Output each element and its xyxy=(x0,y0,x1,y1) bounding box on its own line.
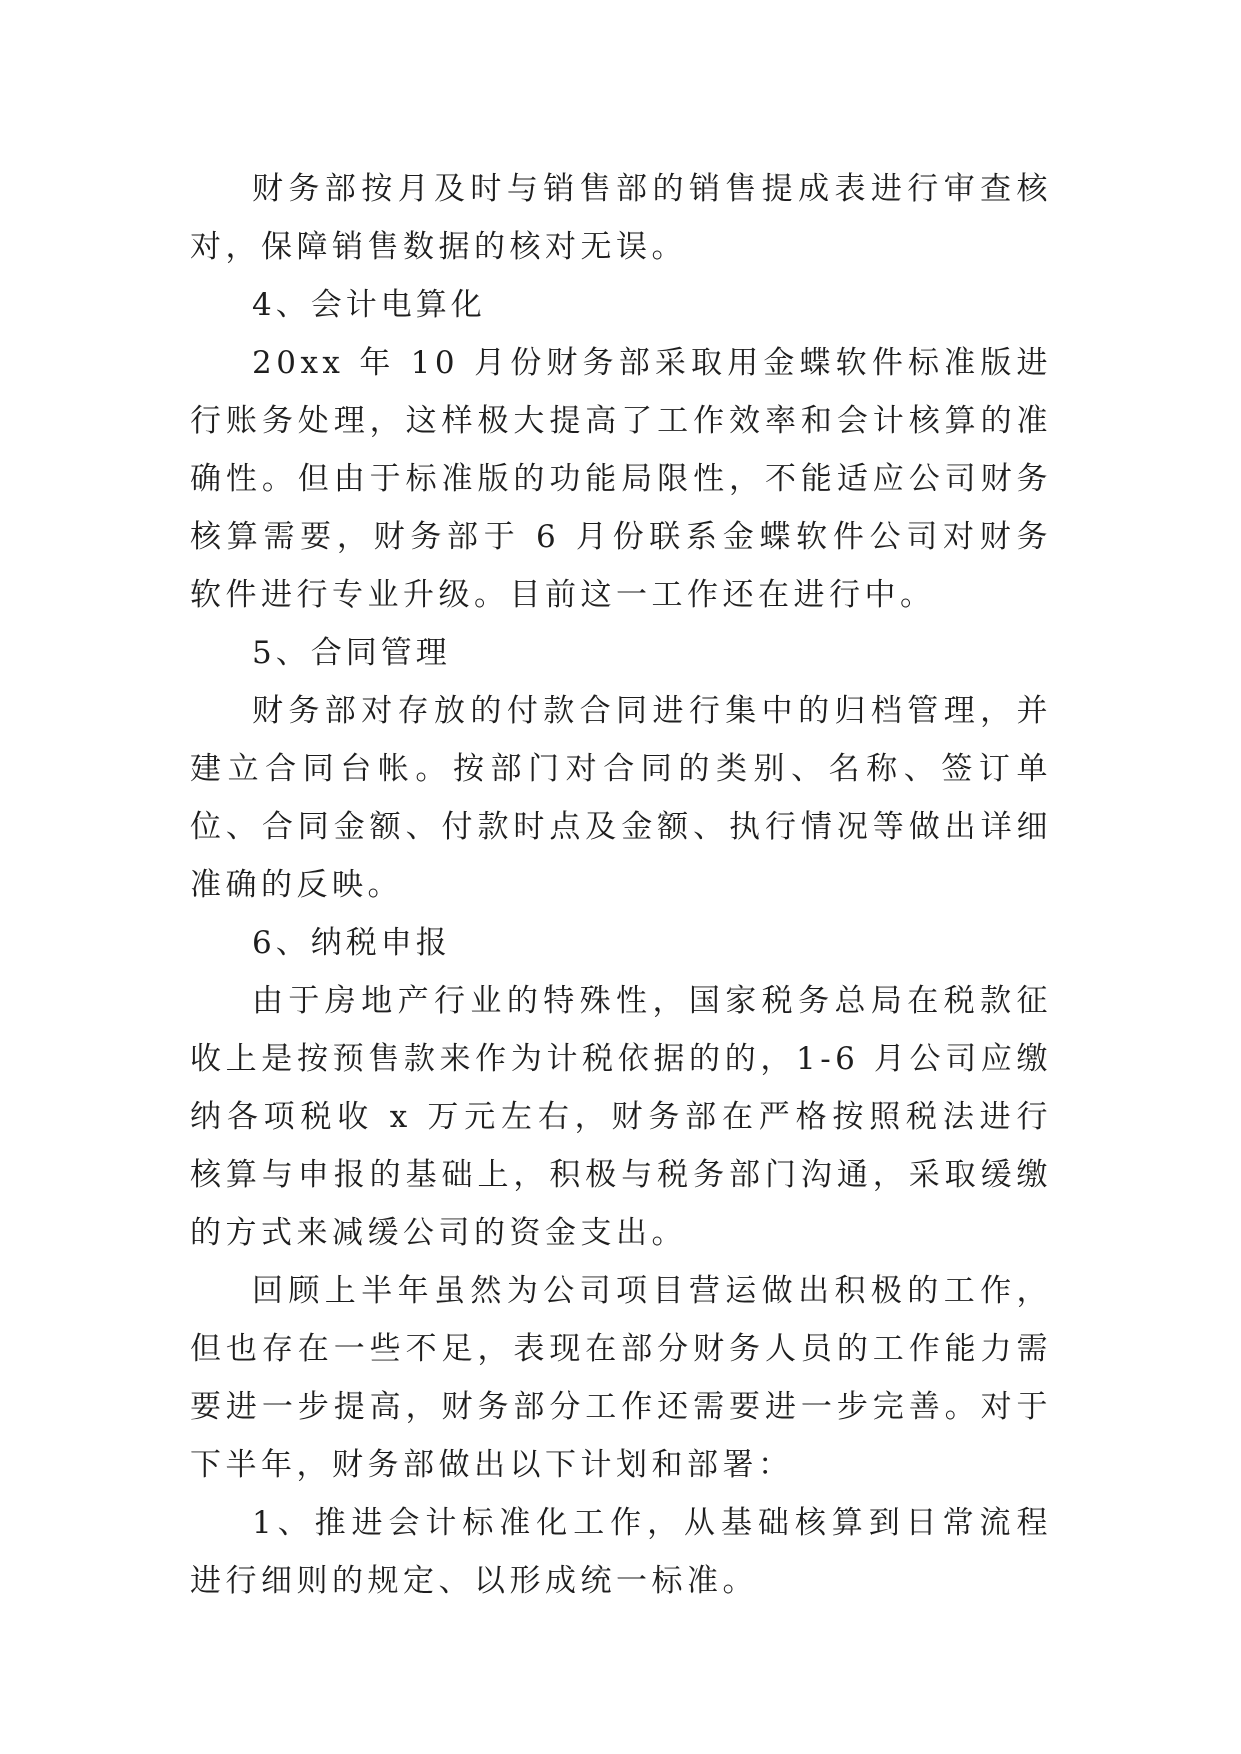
paragraph-review-and-plan: 回顾上半年虽然为公司项目营运做出积极的工作，但也存在一些不足，表现在部分财务人员的工作能力需要进一步提高，财务部分工作还需要进一步完善。对于下半年，财务部做出以下计划和部署： xyxy=(190,1273,1052,1483)
document-body xyxy=(190,160,1052,1610)
paragraph-sales-verification: 财务部按月及时与销售部的销售提成表进行审查核对，保障销售数据的核对无误。 xyxy=(190,171,1052,265)
section-heading-tax-filing: 6、纳税申报 xyxy=(252,925,451,961)
section-heading-contract-management: 5、合同管理 xyxy=(252,635,451,671)
paragraph-plan-item-1: 1、推进会计标准化工作，从基础核算到日常流程进行细则的规定、以形成统一标准。 xyxy=(190,1505,1052,1599)
section-heading-accounting-computerization: 4、会计电算化 xyxy=(252,287,486,323)
paragraph-accounting-computerization: 20xx 年 10 月份财务部采取用金蝶软件标准版进行账务处理，这样极大提高了工作效率和会计核算的准确性。但由于标准版的功能局限性，不能适应公司财务核算需要，财务部于 6 月份联系金蝶软件公司对财务软件进行专业升级。目前这一工作还在进行中。 xyxy=(190,345,1052,613)
paragraph-tax-filing: 由于房地产行业的特殊性，国家税务总局在税款征收上是按预售款来作为计税依据的的，1-6 月公司应缴纳各项税收 x 万元左右，财务部在严格按照税法进行核算与申报的基础上，积极与税务部门沟通，采取缓缴的方式来减缓公司的资金支出。 xyxy=(190,983,1052,1251)
paragraph-contract-management: 财务部对存放的付款合同进行集中的归档管理，并建立合同台帐。按部门对合同的类别、名称、签订单位、合同金额、付款时点及金额、执行情况等做出详细准确的反映。 xyxy=(190,693,1052,903)
